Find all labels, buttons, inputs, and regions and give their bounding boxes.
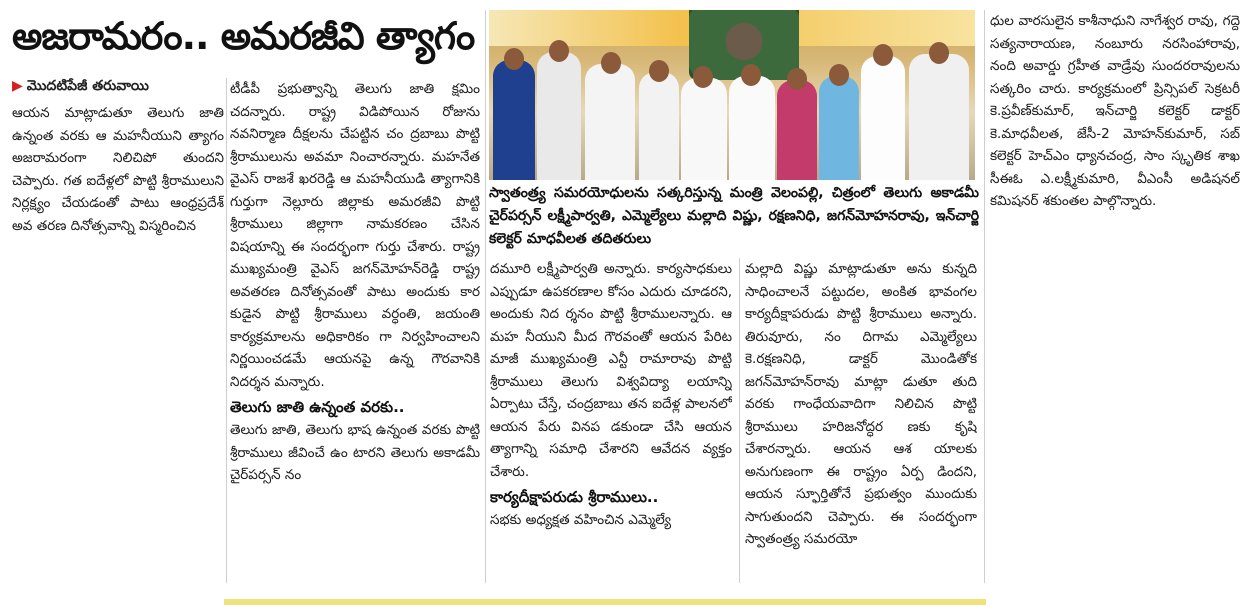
photo-person-head: [873, 44, 893, 66]
column-3-text: దమూరి లక్ష్మీపార్వతి అన్నారు. కార్యసాధకులు ఎప్పుడూ ఉపకరణాల కోసం ఎదురు చూడరని, అందుకు నిద ర్శనం పొట్టి శ్రీరాములన్నారు. ఆ మహ నీయుని మీద గౌరవంతో ఆయన పేరిట మాజీ ముఖ్యమంత్రి ఎన్టీ రామారావు పొట్టి శ్రీరాములు తెలుగు విశ్వవిద్యా లయాన్ని ఏర్పాటు చేస్తే, చంద్రబాబు తన ఐదేళ్ల పాలనలో ఆయన పేరు వినప డకుండా చేసి ఆయన త్యాగాన్ని సమాధి చేశారని ఆవేదన వ్యక్తం చేశారు.: [490, 261, 732, 480]
photo-person-head: [787, 68, 807, 90]
kicker: [12, 78, 222, 97]
column-3: [490, 258, 732, 583]
photo-person: [729, 76, 775, 180]
column-divider: [485, 10, 486, 583]
photo-person: [585, 64, 635, 180]
photo-person-head: [549, 40, 569, 62]
bottom-rule: [224, 599, 986, 605]
column-1: [12, 102, 224, 302]
column-4: [745, 258, 977, 583]
photo-person: [639, 72, 679, 180]
photo-person-head: [829, 64, 849, 86]
photo-caption: స్వాతంత్ర్య సమరయోధులను సత్కరిస్తున్న మంత్రి వెలంపల్లి, చిత్రంలో తెలుగు అకాడమీ చైర్‌పర్సన్ లక్ష్మీపార్వతి, ఎమ్మెల్యేలు మల్లాది విష్ణు, రక్షణనిధి, జగన్‌మోహనరావు, ఇన్‌చార్జి కలెక్టర్ మాధవీలత తదితరులు: [489, 185, 979, 247]
photo-person-head: [741, 64, 761, 86]
kicker-marker-icon: ▶: [12, 78, 23, 94]
photo-person-head: [504, 48, 524, 70]
photo-person: [537, 52, 581, 180]
photo-person: [493, 60, 535, 180]
column-divider: [984, 10, 985, 583]
column-5: [990, 10, 1240, 280]
headline: అజరామరం.. అమరజీవి త్యాగం: [12, 14, 475, 58]
photo-person-head: [929, 42, 949, 64]
subheading-karyadeeksha: కార్యదీక్షాపరుడు శ్రీరాములు..: [490, 488, 659, 506]
column-2: [230, 78, 480, 583]
column-divider: [226, 78, 227, 583]
column-5-text: ధుల వారసులైన కాశీనాధుని నాగేశ్వర రావు, గద్దె సత్యనారాయణ, నంబూరు నరసింహారావు, నంది అవార్డు గ్రహీత వాడ్రేవు సుందరరావులను సత్కరిం చారు. కార్యక్రమంలో ప్రిన్సిపల్ సెక్రటరీ కె.ప్రవీణ్‌కుమార్, ఇన్‌చార్జి కలెక్టర్ డాక్టర్ కె.మాధవీలత, జేసీ-2 మోహన్‌కుమార్, సబ్ కలెక్టర్ హెచ్ఎం ధ్యానచంద్ర, సాం స్కృతిక శాఖ సీఈఓ ఎ.లక్ష్మీకుమారి, వీఎంసీ అడిషనల్ కమిషనర్ శకుంతల పాల్గొన్నారు.: [990, 13, 1240, 209]
column-2-text: టీడీపీ ప్రభుత్వాన్ని తెలుగు జాతి క్షమిం చదన్నారు. రాష్ట్ర విడిపోయిన రోజును నవనిర్మాణ దీక్షలను చేపట్టిన చం ద్రబాబు పొట్టి శ్రీరాములును అవమా నించారన్నారు. మహనేత వైఎస్ రాజశే ఖరరెడ్డి ఆ మహనీయుడి త్యాగానికి గుర్తుగా నెల్లూరు జిల్లాకు అమరజీవి పొట్టి శ్రీరాములు జిల్లాగా నామకరణం చేసిన విషయాన్ని ఈ సందర్భంగా గుర్తు చేశారు. రాష్ట్ర ముఖ్యమంత్రి వైఎస్ జగన్‌మోహన్‌రెడ్డి రాష్ట్ర అవతరణ దినోత్సవంతో పాటు అందుకు కార కుడైన పొట్టి శ్రీరాములు వర్ధంతి, జయంతి కార్యక్రమాలను అధికారికం గా నిర్వహించాలని నిర్ణయించడమే ఆయనపై ఉన్న గౌరవానికి నిదర్శన మన్నారు.: [230, 81, 480, 390]
photo-person: [861, 56, 905, 180]
photo-person: [909, 54, 969, 180]
photo-person-head: [693, 66, 713, 88]
column-3-text-cont: సభకు అధ్యక్షత వహించిన ఎమ్మెల్యే: [490, 512, 672, 528]
kicker-text: మొదటిపేజీ తరువాయి: [26, 78, 149, 94]
column-divider: [739, 258, 740, 583]
news-photo: [489, 10, 975, 180]
photo-person: [681, 78, 727, 180]
column-4-text: మల్లాది విష్ణు మాట్లాడుతూ అను కున్నది సాధించాలనే పట్టుదల, అంకిత భావంగల కార్యదీక్షాపరుడు పొట్టి శ్రీరాములు అన్నారు. తిరువూరు, నం దిగామ ఎమ్మెల్యేలు కె.రక్షణనిధి, డాక్టర్ మొండితోక జగన్‌మోహన్‌రావు మాట్లా డుతూ తుది వరకు గాంధేయవాదిగా నిలిచిన పొట్టి శ్రీరాములు హరిజనోద్ధర ణకు కృషి చేశారన్నారు. ఆయన ఆశ యాలకు అనుగుణంగా ఈ రాష్ట్రం ఏర్ప డిందని, ఆయన స్ఫూర్తితోనే ప్రభుత్వం ముందుకు సాగుతుందని చెప్పారు. ఈ సందర్భంగా స్వాతంత్ర్య సమరయో: [745, 261, 977, 547]
photo-person-head: [601, 52, 621, 74]
column-1-text: ఆయన మాట్లాడుతూ తెలుగు జాతి ఉన్నంత వరకు ఆ మహనీయుని త్యాగం అజరామరంగా నిలిచిపో తుందని చెప్పారు. గత ఐదేళ్లలో పొట్టి శ్రీరాములుని నిర్లక్ష్యం చేయడంతో పాటు ఆంధ్రప్రదేశ్ అవ తరణ దినోత్సవాన్ని విస్మరించిన: [12, 105, 224, 234]
column-2-text-cont: తెలుగు జాతి, తెలుగు భాష ఉన్నంత వరకు పొట్టి శ్రీరాములు జీవించే ఉం టారని తెలుగు అకాడమీ చైర్‌పర్సన్ నం: [230, 422, 480, 483]
photo-person-head: [649, 60, 669, 82]
photo-person: [777, 80, 817, 180]
photo-person: [819, 76, 859, 180]
subheading-telugu-jathi: తెలుగు జాతి ఉన్నంత వరకు..: [230, 398, 405, 416]
